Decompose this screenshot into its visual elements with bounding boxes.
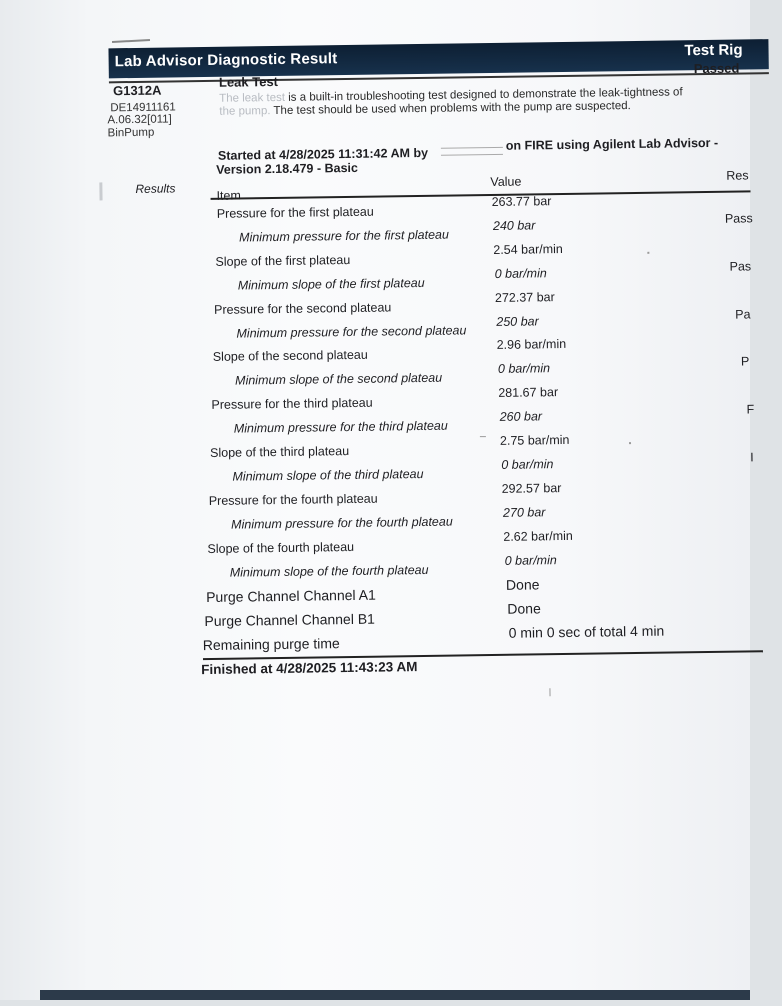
description-line-1-faded: The leak test bbox=[219, 91, 286, 105]
row-value: 260 bar bbox=[499, 409, 543, 424]
row-result: Pas bbox=[729, 259, 752, 274]
row-item-label: Minimum slope of the fourth plateau bbox=[229, 562, 429, 580]
row-value: 263.77 bar bbox=[491, 194, 552, 209]
row-item-label: Remaining purge time bbox=[202, 635, 340, 654]
test-rig-title: Test Rig bbox=[684, 41, 743, 60]
row-value: 0 min 0 sec of total 4 min bbox=[508, 622, 665, 641]
started-text: Started at 4/28/2025 11:31:42 AM by bbox=[217, 145, 429, 163]
row-item-label: Minimum pressure for the fourth plateau bbox=[231, 514, 453, 532]
row-value: 0 bar/min bbox=[494, 266, 547, 281]
row-item-label: Slope of the first plateau bbox=[215, 252, 351, 269]
row-item-label: Purge Channel Channel A1 bbox=[206, 586, 376, 606]
column-header-item: Item bbox=[216, 188, 241, 203]
column-header-result: Res bbox=[726, 168, 749, 183]
row-item-label: Minimum slope of the first plateau bbox=[237, 275, 425, 293]
overall-status: Passed bbox=[693, 60, 740, 77]
row-value: 2.62 bar/min bbox=[503, 528, 573, 544]
row-item-label: Minimum pressure for the first plateau bbox=[239, 227, 449, 245]
row-item-label: Minimum slope of the third plateau bbox=[232, 466, 424, 484]
row-item-label: Slope of the second plateau bbox=[212, 347, 368, 364]
row-value: 272.37 bar bbox=[494, 290, 555, 305]
row-item-label: Pressure for the fourth plateau bbox=[208, 491, 378, 508]
row-value: 270 bar bbox=[502, 505, 546, 520]
report-title: Lab Advisor Diagnostic Result bbox=[114, 50, 338, 71]
row-item-label: Pressure for the second plateau bbox=[214, 300, 392, 317]
description-line-2-faded: the pump. bbox=[219, 105, 271, 118]
row-result: F bbox=[746, 402, 755, 417]
stray-mark bbox=[99, 182, 102, 200]
row-result: Pa bbox=[735, 307, 751, 322]
row-value: 2.75 bar/min bbox=[499, 432, 570, 448]
row-item-label: Slope of the third plateau bbox=[210, 444, 350, 460]
version-text: Version 2.18.479 - Basic bbox=[216, 160, 359, 177]
stray-mark bbox=[549, 688, 550, 696]
started-suffix: on FIRE using Agilent Lab Advisor - bbox=[505, 135, 719, 153]
row-result: Pass bbox=[724, 211, 753, 226]
row-value: 2.96 bar/min bbox=[496, 336, 567, 352]
serial-number: DE14911161 bbox=[110, 101, 176, 115]
row-item-label: Pressure for the third plateau bbox=[211, 395, 373, 412]
finished-text: Finished at 4/28/2025 11:43:23 AM bbox=[201, 659, 418, 678]
column-header-value: Value bbox=[490, 174, 522, 190]
test-name: Leak Test bbox=[218, 73, 279, 90]
row-item-label: Purge Channel Channel B1 bbox=[204, 610, 376, 630]
row-item-label: Minimum slope of the second plateau bbox=[235, 370, 443, 388]
row-item-label: Pressure for the first plateau bbox=[216, 204, 374, 221]
stray-mark bbox=[629, 442, 631, 444]
row-value: 0 bar/min bbox=[504, 553, 557, 568]
stray-mark bbox=[480, 436, 486, 437]
page-edge-shadow bbox=[40, 990, 750, 1000]
row-value: 292.57 bar bbox=[501, 481, 562, 496]
row-value: 2.54 bar/min bbox=[493, 242, 563, 257]
redacted-user bbox=[441, 147, 503, 156]
row-value: 0 bar/min bbox=[501, 457, 554, 472]
row-result: P bbox=[740, 354, 750, 369]
results-label: Results bbox=[135, 181, 176, 196]
stray-mark bbox=[647, 252, 649, 254]
row-value: 240 bar bbox=[492, 218, 536, 233]
firmware-version: A.06.32[011] bbox=[107, 113, 172, 127]
module-model: G1312A bbox=[112, 82, 162, 99]
row-value: Done bbox=[505, 576, 540, 593]
row-value: Done bbox=[507, 600, 541, 617]
row-value: 0 bar/min bbox=[497, 361, 551, 376]
module-type: BinPump bbox=[107, 126, 155, 140]
row-item-label: Minimum pressure for the third plateau bbox=[233, 418, 448, 436]
row-item-label: Minimum pressure for the second plateau bbox=[236, 323, 467, 341]
row-result: I bbox=[750, 450, 754, 465]
row-value: 250 bar bbox=[496, 314, 539, 329]
description-line-2-text: The test should be used when problems with the pump are suspected. bbox=[270, 100, 631, 118]
row-value: 281.67 bar bbox=[498, 385, 559, 400]
description-line-1-text: is a built-in troubleshooting test designed to demonstrate the leak-tightness of bbox=[284, 86, 683, 104]
report-banner bbox=[108, 39, 768, 78]
row-item-label: Slope of the fourth plateau bbox=[207, 539, 355, 556]
